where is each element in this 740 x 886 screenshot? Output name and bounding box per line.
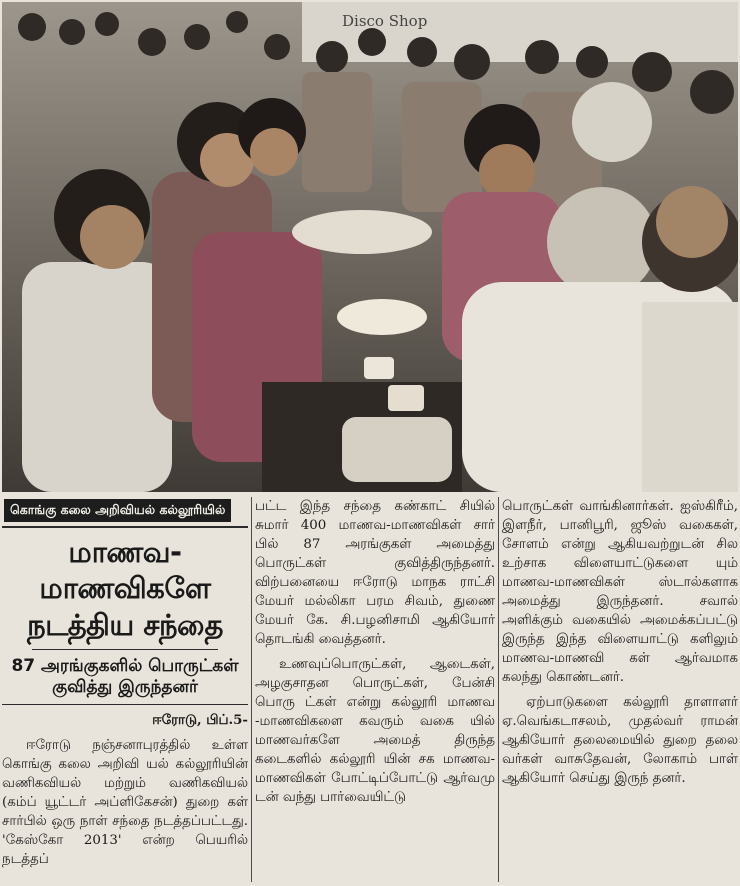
subhead-line-2: குவித்து இருந்தனர் xyxy=(52,677,198,697)
article-body-col1 xyxy=(2,711,248,869)
paragraph-col3-2: ஏற்பாடுகளை கல்லூரி தாளாளர் ஏ.வெங்கடாசலம், முதல்வர் ராமன் ஆகியோர் தலைமையில் துறை தலை வர்கள் வாசுதேவன், லோகாம் பாள் ஆகியோர் செய்து இருந் தனர். xyxy=(502,695,738,786)
article-kicker: கொங்கு கலை அறிவியல் கல்லூரியில் xyxy=(4,499,231,522)
headline-line-2: நடத்திய சந்தை xyxy=(27,607,223,642)
dateline: ஈரோடு, பிப்.5- xyxy=(152,712,248,729)
article-body-col2 xyxy=(255,497,495,807)
article-column-2 xyxy=(255,497,495,882)
news-photo xyxy=(2,2,738,492)
paragraph-col3-1: பொருட்கள் வாங்கினார்கள். ஐஸ்கிரீம், இளநீர், பானிபூரி, ஜூஸ் வகைகள், சோளம் என்று ஆகியவற்றுடன் சில உற்சாக விளையாட்டுகளை யும் மாணவ-மாணவிகள் ஸ்டால்களாக அமைத்து இருந்தனர். சவால் அளிக்கும் வகையில் அமைக்கப்பட்டு இருந்த இந்த விளையாட்டு களிலும் மாணவ-மாணவி கள் ஆர்வமாக கலந்து கொண்டனர். xyxy=(502,499,738,685)
kicker-rule xyxy=(2,526,248,528)
article-column-3 xyxy=(502,497,738,882)
headline-line-1: மாணவ-மாணவிகளே xyxy=(39,535,211,606)
headline-rule xyxy=(32,649,218,650)
paragraph-col2-1: பட்ட இந்த சந்தை கண்காட் சியில் சுமார் 400 மாணவ-மாணவிகள் சார் பில் 87 அரங்குகள் அமைத்து பொருட்கள் குவித்திருந்தனர். விற்பனையை ஈரோடு மாநக ராட்சி மேயர் மல்லிகா பரம சிவம், துணை மேயர் கே. சி.பழனிசாமி ஆகியோர் தொடங்கி வைத்தனர். xyxy=(255,499,495,647)
column-divider-2 xyxy=(498,497,499,882)
column-divider-1 xyxy=(251,497,252,882)
subhead-rule xyxy=(2,704,248,705)
article-body-col3 xyxy=(502,497,738,788)
shop-sign-text: Disco Shop xyxy=(342,12,428,30)
subhead-line-1: 87 அரங்குகளில் பொருட்கள் xyxy=(11,655,239,676)
news-photo-image xyxy=(2,2,738,492)
article-column-1 xyxy=(2,497,248,882)
paragraph-col2-2: உணவுப்பொருட்கள், ஆடைகள், அழகுசாதன பொருட்கள், பேன்சி பொரு ட்கள் என்று கல்லூரி மாணவ -மாணவிகளை கவரும் வகை யில் மாணவர்களே அமைத் திருந்த கடைகளில் கல்லூரி யின் சக மாணவ-மாணவிகள் போட்டிப்போட்டு ஆர்வமு டன் வந்து பார்வையிட்டு xyxy=(255,657,495,805)
paragraph-col1: ஈரோடு நஞ்சனாபுரத்தில் உள்ள கொங்கு கலை அறிவி யல் கல்லூரியின் வணிகவியல் மற்றும் வணிகவியல் (கம்ப் யூட்டர் அப்ளிகேசன்) துறை கள் சார்பில் ஒரு நாள் சந்தை நடத்தப்பட்டது. 'கேஸ்கோ 2013' என்ற பெயரில் நடத்தப் xyxy=(2,738,248,868)
